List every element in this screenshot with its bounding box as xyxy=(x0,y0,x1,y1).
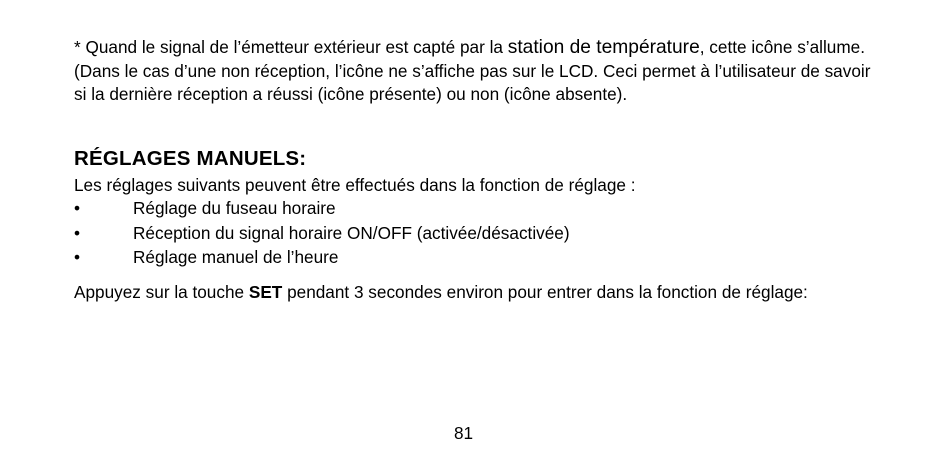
bullet-icon: • xyxy=(74,198,81,218)
instruction-text-end: pendant 3 secondes environ pour entrer dans la fonction de réglage: xyxy=(282,282,808,302)
instruction-text-start: Appuyez sur la touche xyxy=(74,282,249,302)
intro-text-end: , cette icône s’allume. (Dans le cas d’une non réception, l’icône ne s’affiche pas sur le LCD. Ceci permet à l’utilisateur de savoir si la dernière réception a réussi (icône présente) ou non (icône absente). xyxy=(74,37,871,105)
section-heading: RÉGLAGES MANUELS: xyxy=(74,147,307,170)
list-item-text: Réception du signal horaire ON/OFF (activée/désactivée) xyxy=(133,222,570,243)
bullet-icon: • xyxy=(74,247,81,267)
set-key-label: SET xyxy=(248,282,283,302)
list-item-text: Réglage manuel de l’heure xyxy=(133,247,339,267)
list-item-text: Réglage du fuseau horaire xyxy=(133,198,336,218)
page-number: 81 xyxy=(454,423,474,443)
instruction-paragraph xyxy=(74,281,874,304)
intro-paragraph xyxy=(74,36,874,107)
section-lead: Les réglages suivants peuvent être effectués dans la fonction de réglage : xyxy=(74,175,636,195)
intro-text-start: * Quand le signal de l’émetteur extérieur est capté par la xyxy=(74,37,508,57)
intro-emphasis: station de température xyxy=(507,37,700,58)
bullet-icon: • xyxy=(74,222,81,243)
